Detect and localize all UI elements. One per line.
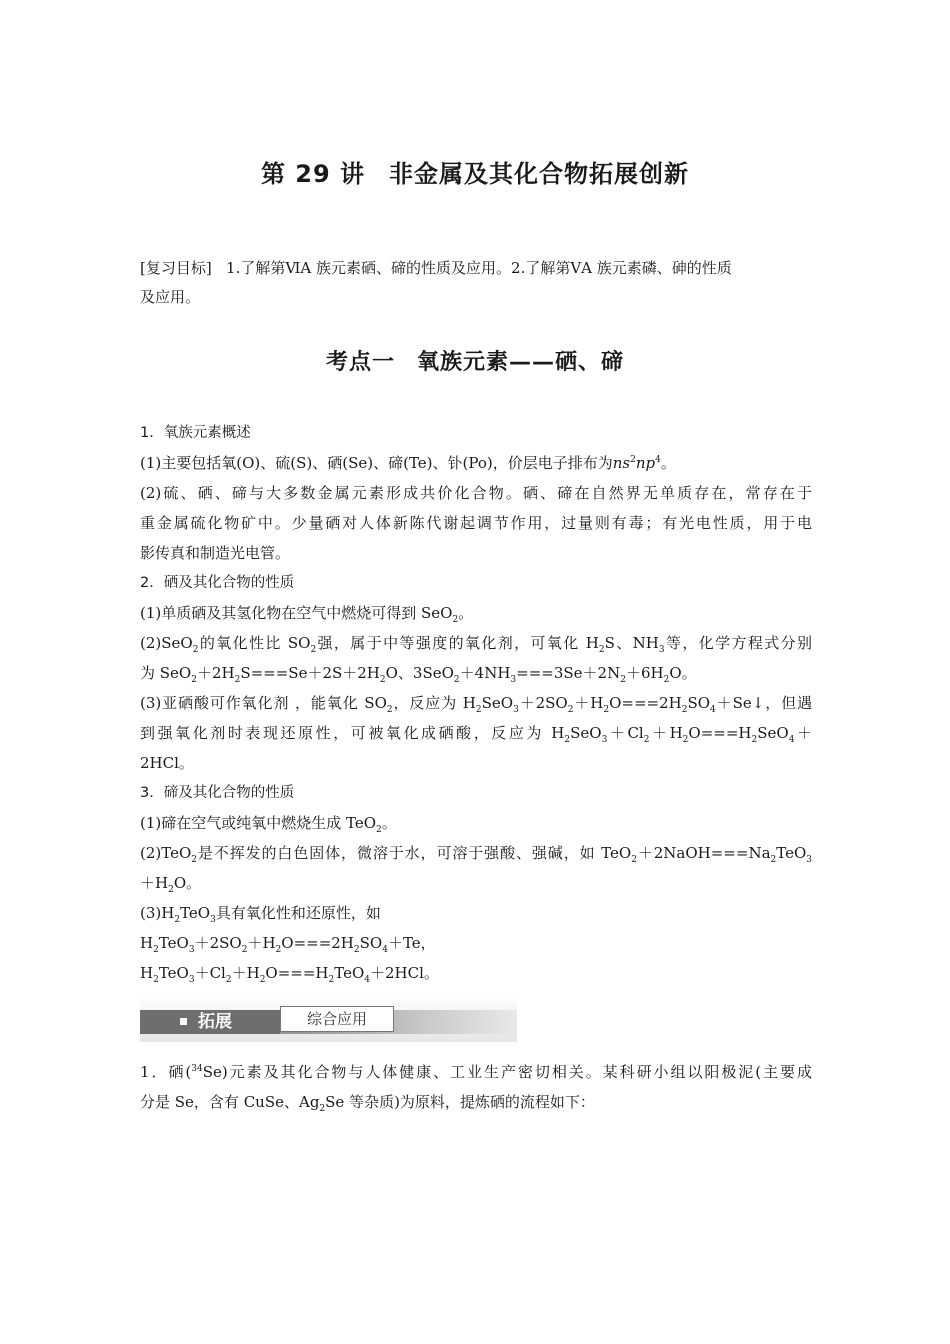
banner-title: 拓展 (198, 1012, 232, 1032)
paragraph: 重金属硫化物矿中。少量硒对人体新陈代谢起调节作用，过量则有毒；有光电性质，用于电 (140, 514, 812, 532)
exercise (140, 1057, 812, 1117)
paragraph: (3)亚硒酸可作氧化剂 ，能氧化 $SO_2$，反应为 $H_2SeO_3+2SO_2+H_2O===2H_2SO_4+Se↓$，但遇 (140, 694, 812, 715)
paragraph: 2HCl。 (140, 754, 194, 772)
square-bullet-icon (180, 1018, 187, 1025)
paragraph: (2)TeO$_2$是不挥发的白色固体，微溶于水，可溶于强酸、强碱，如 $TeO_2+2NaOH===Na_2TeO_3$ (140, 844, 812, 865)
banner-subtitle: 综合应用 (280, 1006, 394, 1032)
review-goals (140, 254, 812, 312)
paragraph: (1)碲在空气或纯氧中燃烧生成 TeO$_2$。 (140, 814, 397, 835)
exercise-line: 1．硒($^{34}$Se)元素及其化合物与人体健康、工业生产密切相关。某科研小组以阳极泥(主要成 (140, 1063, 812, 1081)
review-goals-label: [复习目标] (140, 259, 212, 277)
review-goals-line: [复习目标] 1.了解第ⅥA 族元素硒、碲的性质及应用。2.了解第ⅤA 族元素磷、砷的性质 (140, 259, 732, 277)
paragraph: 影传真和制造光电管。 (140, 544, 291, 562)
paragraph: (2)硫、硒、碲与大多数金属元素形成共价化合物。硒、碲在自然界无单质存在，常存在于 (140, 484, 812, 502)
paragraph: 到强氧化剂时表现还原性，可被氧化成硒酸，反应为 $H_2SeO_3+Cl_2+H_2O===H_2SeO_4+$ (140, 724, 812, 745)
paragraph: $(3)H_2TeO_3$具有氧化性和还原性，如 (140, 904, 381, 925)
subheading-tellurium: 3．碲及其化合物的性质 (140, 785, 295, 801)
exercise-line: 分是 Se，含有 CuSe、$Ag_2Se$ 等杂质)为原料，提炼硒的流程如下： (140, 1093, 595, 1114)
paragraph: (1)单质硒及其氢化物在空气中燃烧可得到 SeO$_2$。 (140, 604, 474, 625)
extension-banner (140, 996, 517, 1042)
page-title: 第 29 讲 非金属及其化合物拓展创新 (260, 160, 690, 188)
paragraph: (2)SeO$_2$的氧化性比 $SO_2$强，属于中等强度的氧化剂，可氧化 $H_2S$、$NH_3$等，化学方程式分别 (140, 634, 812, 655)
paragraph: $+H_2O$。 (140, 874, 202, 895)
subheading-selenium: 2．硒及其化合物的性质 (140, 575, 295, 591)
section-body (140, 418, 812, 988)
subheading-overview: 1．氧族元素概述 (140, 425, 251, 441)
equation-line: 为 $SeO_2+2H_2S===Se+2S+2H_2O$、$3SeO_2+4NH_3===3Se+2N_2+6H_2O$。 (140, 664, 697, 685)
equation-line: $H_2TeO_3+2SO_2+H_2O===2H_2SO_4+Te$， (140, 934, 436, 955)
paragraph: (1)主要包括氧(O)、硫(S)、硒(Se)、碲(Te)、钋(Po)，价层电子排布为$ns^2np^4$。 (140, 454, 676, 472)
section-heading: 考点一 氧族元素——硒、碲 (325, 350, 625, 375)
equation-line: $H_2TeO_3+Cl_2+H_2O===H_2TeO_4+2HCl$。 (140, 964, 439, 985)
review-goals-line: 及应用。 (140, 288, 201, 306)
